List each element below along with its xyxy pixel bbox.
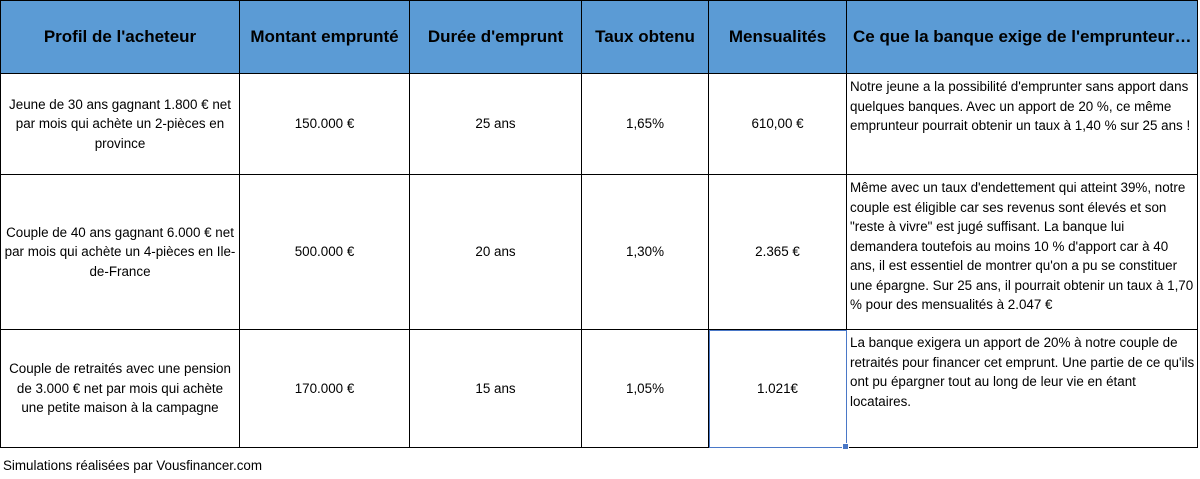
header-cell-amount[interactable]: Montant emprunté [240,1,410,74]
cell-duration[interactable]: 20 ans [410,175,582,330]
cell-profile[interactable]: Couple de retraités avec une pension de 3.000 € net par mois qui achète une petite maison à la campagne [1,330,240,448]
header-cell-duration[interactable]: Durée d'emprunt [410,1,582,74]
header-cell-profile[interactable]: Profil de l'acheteur [1,1,240,74]
cell-bank-requirements[interactable]: Notre jeune a la possibilité d'emprunter sans apport dans quelques banques. Avec un apport de 20 %, ce même emprunteur pourrait obtenir un taux à 1,40 % sur 25 ans ! [847,74,1198,175]
header-cell-bank-requirements[interactable]: Ce que la banque exige de l'emprunteur… [847,1,1198,74]
cell-amount[interactable]: 150.000 € [240,74,410,175]
cell-amount[interactable]: 500.000 € [240,175,410,330]
cell-rate[interactable]: 1,30% [582,175,709,330]
cell-profile[interactable]: Couple de 40 ans gagnant 6.000 € net par mois qui achète un 4-pièces en Ile-de-France [1,175,240,330]
source-footnote: Simulations réalisées par Vousfinancer.com [3,458,263,473]
cell-value: 1.021€ [757,380,798,396]
header-row [1,1,1198,74]
cell-rate[interactable]: 1,05% [582,330,709,448]
cell-bank-requirements[interactable]: Même avec un taux d'endettement qui atteint 39%, notre couple est éligible car ses revenus sont élevés et son "reste à vivre" est jugé suffisant. La banque lui demandera toutefois au moins 10 % d'apport car à 40 ans, il est essentiel de montrer qu'on a pu se constituer une épargne. Sur 25 ans, il pourrait obtenir un taux à 1,70 % pour des mensualités à 2.047 € [847,175,1198,330]
header-cell-monthly[interactable]: Mensualités [709,1,847,74]
fill-handle[interactable] [842,443,849,450]
cell-rate[interactable]: 1,65% [582,74,709,175]
cell-profile[interactable]: Jeune de 30 ans gagnant 1.800 € net par mois qui achète un 2-pièces en province [1,74,240,175]
cell-duration[interactable]: 25 ans [410,74,582,175]
table-row [1,175,1198,330]
cell-monthly[interactable]: 610,00 € [709,74,847,175]
cell-bank-requirements[interactable]: La banque exigera un apport de 20% à notre couple de retraités pour financer cet emprunt. Une partie de ce qu'ils ont pu épargner tout au long de leur vie en étant locataires. [847,330,1198,448]
cell-monthly[interactable]: 2.365 € [709,175,847,330]
cell-duration[interactable]: 15 ans [410,330,582,448]
table-row [1,74,1198,175]
cell-monthly-selected[interactable] [709,330,847,448]
table-row [1,330,1198,448]
header-cell-rate[interactable]: Taux obtenu [582,1,709,74]
cell-amount[interactable]: 170.000 € [240,330,410,448]
